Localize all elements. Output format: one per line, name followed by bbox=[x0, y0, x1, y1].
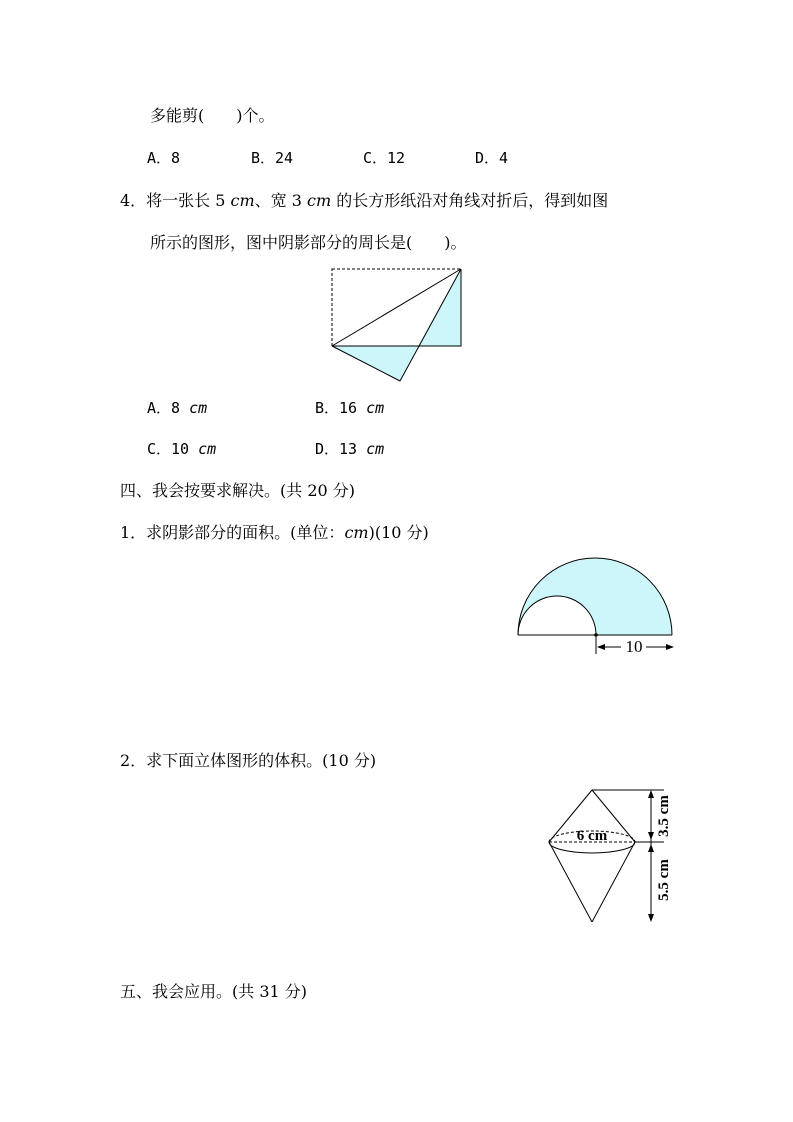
q4-option-d-unit: cm bbox=[366, 440, 385, 458]
radius-label: 10 bbox=[625, 637, 643, 656]
q4-text-c: 的长方形纸沿对角线对折后，得到如图 bbox=[331, 191, 609, 210]
q4-unit-1: cm bbox=[230, 191, 255, 210]
height-arrow-bottom bbox=[648, 914, 654, 922]
q4-option-b-unit: cm bbox=[366, 399, 385, 417]
q3-line-end: 多能剪( )个。 bbox=[150, 106, 275, 125]
bottom-height-label: 5.5 cm bbox=[656, 859, 672, 901]
q4-text-a: 4．将一张长 5 bbox=[120, 191, 231, 210]
q3-option-c: C．12 bbox=[363, 149, 406, 167]
q4-option-c-unit: cm bbox=[198, 440, 217, 458]
cone-bottom-left-edge bbox=[549, 842, 592, 922]
section4-heading: 四、我会按要求解决。(共 20 分) bbox=[120, 481, 356, 500]
q3-option-d: D．4 bbox=[475, 149, 509, 167]
height-arrow-mid-up bbox=[648, 832, 654, 840]
height-arrow-top bbox=[648, 790, 654, 798]
problem1-text-b: )(10 分) bbox=[368, 523, 429, 542]
section5-heading: 五、我会应用。(共 31 分) bbox=[120, 982, 308, 1001]
q4-option-a-value: A．8 bbox=[147, 399, 190, 417]
height-arrow-mid-down bbox=[648, 844, 654, 852]
q4-option-d-value: D．13 bbox=[315, 440, 367, 458]
top-height-label: 3.5 cm bbox=[656, 795, 672, 837]
q4-option-a-unit: cm bbox=[189, 399, 208, 417]
q4-unit-2: cm bbox=[307, 191, 332, 210]
problem1-text-a: 1．求阴影部分的面积。(单位： bbox=[120, 523, 345, 542]
q4-option-c-value: C．10 bbox=[147, 440, 199, 458]
cone-bottom-right-edge bbox=[592, 842, 635, 922]
problem1-unit: cm bbox=[344, 523, 369, 542]
diameter-label: 6 cm bbox=[576, 828, 608, 844]
q4-line2: 所示的图形，图中阴影部分的周长是( )。 bbox=[150, 233, 467, 252]
section4-problem2: 2．求下面立体图形的体积。(10 分) bbox=[120, 751, 377, 770]
q3-option-a: A．8 bbox=[147, 149, 181, 167]
q4-option-b-value: B．16 bbox=[315, 399, 367, 417]
q4-text-b: 、宽 3 bbox=[254, 191, 308, 210]
q3-option-b: B．24 bbox=[251, 149, 294, 167]
